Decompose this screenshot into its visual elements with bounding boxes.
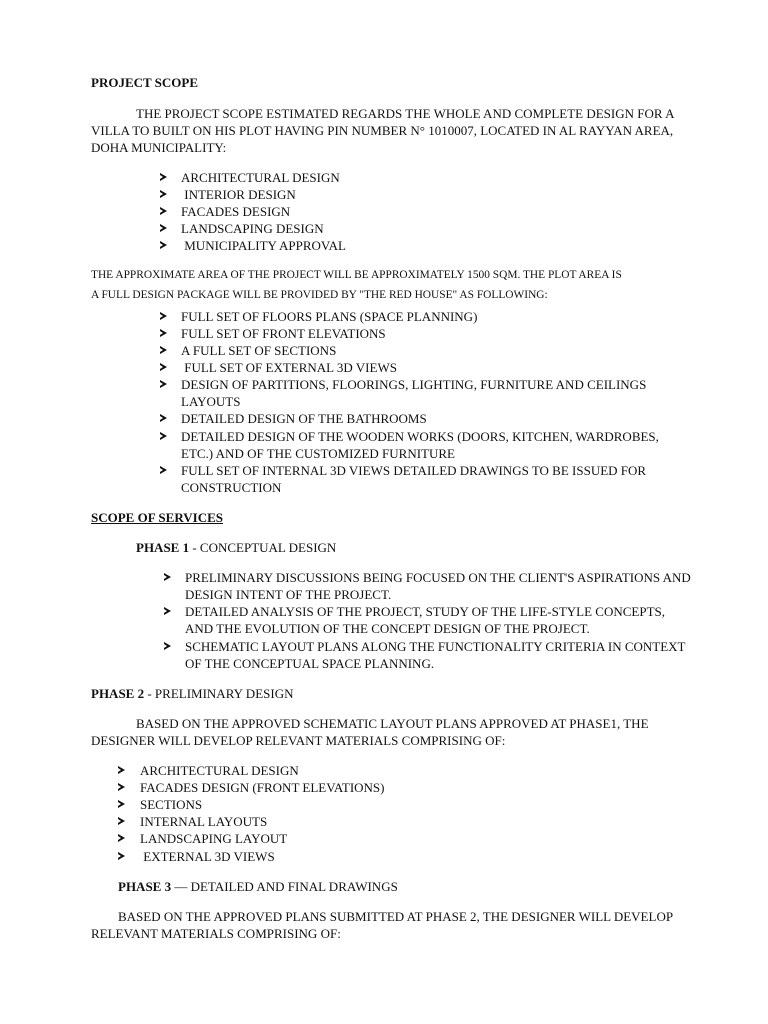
arrow-bullet-icon [118,817,125,825]
phase2-item: INTERNAL LAYOUTS [140,814,268,829]
package-line: A FULL DESIGN PACKAGE WILL BE PROVIDED BY "THE RED HOUSE" AS FOLLOWING: [91,289,548,301]
list2-item: FULL SET OF FRONT ELEVATIONS [181,326,386,341]
phase1-label: PHASE 1 [136,540,190,555]
arrow-bullet-icon [160,190,167,198]
area-line: THE APPROXIMATE AREA OF THE PROJECT WILL BE APPROXIMATELY 1500 SQM. THE PLOT AREA IS [91,269,622,281]
phase1-item: SCHEMATIC LAYOUT PLANS ALONG THE FUNCTIONALITY CRITERIA IN CONTEXT [185,639,686,654]
arrow-bullet-icon [160,241,167,249]
list2-item: A FULL SET OF SECTIONS [181,343,337,358]
list2-item-cont: LAYOUTS [181,394,241,409]
phase1-title: - CONCEPTUAL DESIGN [189,540,337,555]
intro-line-3: DOHA MUNICIPALITY: [91,140,227,155]
arrow-bullet-icon [118,834,125,842]
list1-item: ARCHITECTURAL DESIGN [181,170,340,185]
list1-item: FACADES DESIGN [181,204,291,219]
phase3-label: PHASE 3 [118,879,172,894]
list2-item: DETAILED DESIGN OF THE BATHROOMS [181,411,427,426]
arrow-bullet-icon [160,173,167,181]
phase3-heading [118,878,398,895]
arrow-bullet-icon [160,312,167,320]
arrow-bullet-icon [118,766,125,774]
phase1-heading [136,539,336,556]
arrow-bullet-icon [160,380,167,388]
project-scope-heading: PROJECT SCOPE [91,75,199,90]
phase2-item: SECTIONS [140,797,203,812]
phase2-intro-1: BASED ON THE APPROVED SCHEMATIC LAYOUT PLANS APPROVED AT PHASE1, THE [136,716,649,731]
arrow-bullet-icon [118,783,125,791]
phase1-item: PRELIMINARY DISCUSSIONS BEING FOCUSED ON THE CLIENT'S ASPIRATIONS AND [185,570,691,585]
phase2-heading [91,685,293,702]
phase2-item: LANDSCAPING LAYOUT [140,831,288,846]
phase3-intro-1: BASED ON THE APPROVED PLANS SUBMITTED AT PHASE 2, THE DESIGNER WILL DEVELOP [118,909,674,924]
phase3-title: — DETAILED AND FINAL DRAWINGS [171,879,398,894]
phase2-title: - PRELIMINARY DESIGN [144,686,294,701]
list2-item: DETAILED DESIGN OF THE WOODEN WORKS (DOORS, KITCHEN, WARDROBES, [181,429,659,444]
arrow-bullet-icon [160,207,167,215]
intro-line-1: THE PROJECT SCOPE ESTIMATED REGARDS THE WHOLE AND COMPLETE DESIGN FOR A [136,106,675,121]
arrow-bullet-icon [118,852,125,860]
phase1-item-cont: AND THE EVOLUTION OF THE CONCEPT DESIGN OF THE PROJECT. [185,621,590,636]
list2-item: FULL SET OF INTERNAL 3D VIEWS DETAILED DRAWINGS TO BE ISSUED FOR [181,463,647,478]
phase2-label: PHASE 2 [91,686,145,701]
list1-item: LANDSCAPING DESIGN [181,221,324,236]
phase2-intro-2: DESIGNER WILL DEVELOP RELEVANT MATERIALS COMPRISING OF: [91,733,506,748]
phase1-item: DETAILED ANALYSIS OF THE PROJECT, STUDY OF THE LIFE-STYLE CONCEPTS, [185,604,665,619]
phase1-item-cont: OF THE CONCEPTUAL SPACE PLANNING. [185,656,435,671]
list2-item-cont: ETC.) AND OF THE CUSTOMIZED FURNITURE [181,446,455,461]
phase2-item: EXTERNAL 3D VIEWS [140,849,275,864]
arrow-bullet-icon [118,800,125,808]
phase3-intro-2: RELEVANT MATERIALS COMPRISING OF: [91,926,341,941]
list2-item: DESIGN OF PARTITIONS, FLOORINGS, LIGHTING, FURNITURE AND CEILINGS [181,377,647,392]
arrow-bullet-icon [164,642,171,650]
arrow-bullet-icon [164,607,171,615]
phase1-item-cont: DESIGN INTENT OF THE PROJECT. [185,587,392,602]
list2-item: FULL SET OF FLOORS PLANS (SPACE PLANNING) [181,309,478,324]
arrow-bullet-icon [160,466,167,474]
arrow-bullet-icon [160,224,167,232]
phase2-item: ARCHITECTURAL DESIGN [140,763,299,778]
list1-item: INTERIOR DESIGN [181,187,296,202]
arrow-bullet-icon [160,363,167,371]
list1-item: MUNICIPALITY APPROVAL [181,238,346,253]
list2-item-cont: CONSTRUCTION [181,480,282,495]
arrow-bullet-icon [160,346,167,354]
arrow-bullet-icon [160,432,167,440]
arrow-bullet-icon [160,329,167,337]
list2-item: FULL SET OF EXTERNAL 3D VIEWS [181,360,397,375]
arrow-bullet-icon [164,573,171,581]
phase2-item: FACADES DESIGN (FRONT ELEVATIONS) [140,780,385,795]
intro-line-2: VILLA TO BUILT ON HIS PLOT HAVING PIN NUMBER N° 1010007, LOCATED IN AL RAYYAN AREA, [91,123,674,138]
scope-of-services-heading: SCOPE OF SERVICES [91,510,223,525]
arrow-bullet-icon [160,414,167,422]
